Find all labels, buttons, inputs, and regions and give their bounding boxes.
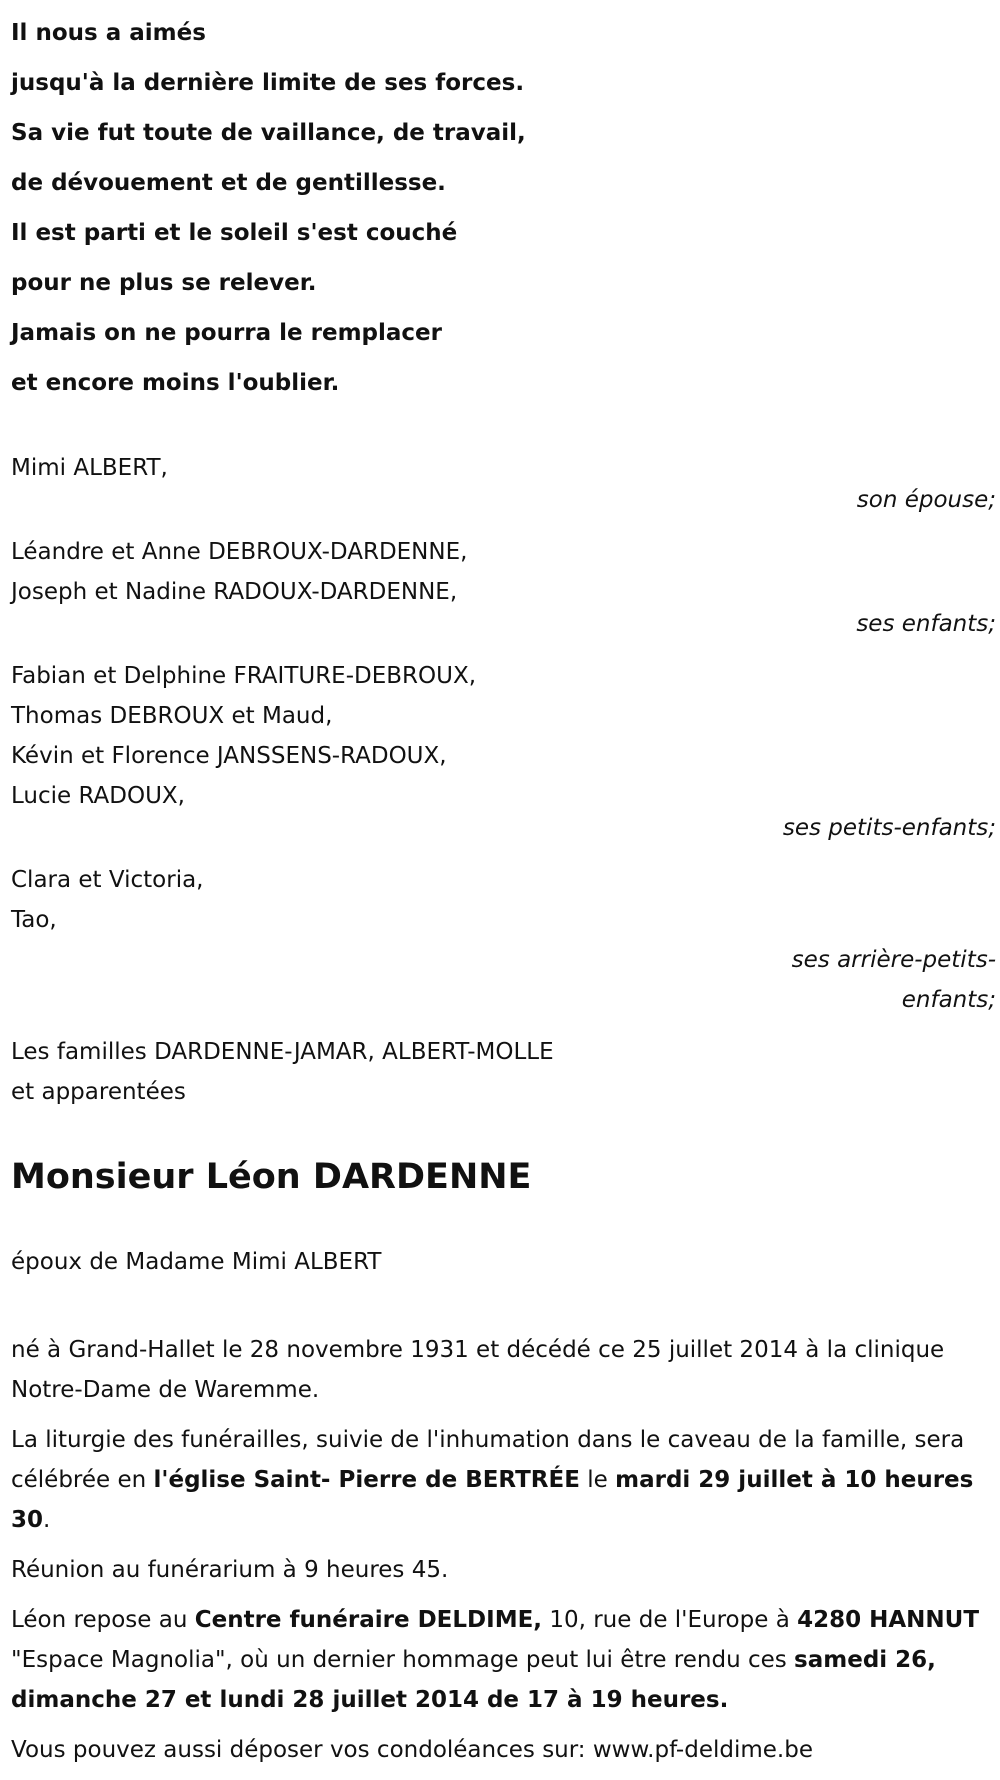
spouse-group — [11, 448, 996, 520]
relation-label-line: ses arrière-petits- — [791, 947, 996, 973]
family-list — [11, 448, 996, 1112]
family-name: Mimi ALBERT, — [11, 455, 168, 481]
family-name: Léandre et Anne DEBROUX-DARDENNE, — [11, 539, 468, 565]
family-name: Fabian et Delphine FRAITURE-DEBROUX, — [11, 663, 477, 689]
funeral-datetime: mardi 29 juillet à 10 heures 30 — [11, 1467, 974, 1533]
liturgy-text: . — [43, 1507, 51, 1533]
reunion-paragraph: Réunion au funérarium à 9 heures 45. — [11, 1557, 449, 1583]
birth-death-paragraph: né à Grand-Hallet le 28 novembre 1931 et décédé ce 25 juillet 2014 à la clinique Notre-Dame de Waremme. — [11, 1337, 945, 1403]
condolences-paragraph: Vous pouvez aussi déposer vos condoléances sur: www.pf-deldime.be — [11, 1737, 813, 1763]
poem-line: et encore moins l'oublier. — [11, 370, 340, 396]
poem-line: de dévouement et de gentillesse. — [11, 170, 446, 196]
family-name: Thomas DEBROUX et Maud, — [11, 703, 333, 729]
funeral-center-city: 4280 HANNUT — [797, 1607, 980, 1633]
repose-text: "Espace Magnolia", où un dernier hommage peut lui être rendu ces — [11, 1647, 795, 1673]
church-name: l'église Saint- Pierre de BERTRÉE — [153, 1467, 580, 1493]
repose-text: 10, rue de l'Europe à — [542, 1607, 798, 1633]
poem-line: pour ne plus se relever. — [11, 270, 317, 296]
relation-label: ses petits-enfants; — [782, 815, 996, 841]
poem-line: jusqu'à la dernière limite de ses forces. — [11, 70, 525, 96]
liturgy-text: le — [579, 1467, 616, 1493]
repose-text: Léon repose au — [11, 1607, 195, 1633]
poem — [11, 8, 996, 408]
relation-label-line: enfants; — [901, 987, 996, 1013]
visitation-dates: samedi 26, dimanche 27 et lundi 28 juillet 2014 de 17 à 19 heures. — [11, 1647, 936, 1713]
family-name: Lucie RADOUX, — [11, 783, 185, 809]
families-line: et apparentées — [11, 1079, 186, 1105]
liturgy-text: La liturgie des funérailles, suivie de l'inhumation dans le caveau de la famille, sera célébrée en — [11, 1427, 965, 1493]
repose-paragraph — [11, 1600, 996, 1720]
family-name: Tao, — [11, 907, 57, 933]
relation-label: ses enfants; — [856, 611, 996, 637]
grandchildren-group — [11, 656, 996, 848]
children-group — [11, 532, 996, 644]
spouse-line: époux de Madame Mimi ALBERT — [11, 1249, 382, 1275]
obituary-page — [11, 0, 996, 1780]
family-name: Kévin et Florence JANSSENS-RADOUX, — [11, 743, 447, 769]
relation-label — [11, 940, 996, 1020]
liturgy-paragraph — [11, 1420, 996, 1540]
great-grandchildren-group — [11, 860, 996, 1020]
poem-line: Jamais on ne pourra le remplacer — [11, 320, 443, 346]
poem-line: Il est parti et le soleil s'est couché — [11, 220, 458, 246]
families-line: Les familles DARDENNE-JAMAR, ALBERT-MOLLE — [11, 1039, 554, 1065]
extended-families — [11, 1032, 996, 1112]
family-name: Clara et Victoria, — [11, 867, 204, 893]
funeral-center-name: Centre funéraire DELDIME, — [194, 1607, 543, 1633]
poem-line: Il nous a aimés — [11, 20, 206, 46]
family-name: Joseph et Nadine RADOUX-DARDENNE, — [11, 579, 458, 605]
deceased-name: Monsieur Léon DARDENNE — [11, 1157, 532, 1197]
relation-label: son épouse; — [856, 487, 996, 513]
poem-line: Sa vie fut toute de vaillance, de travail, — [11, 120, 526, 146]
